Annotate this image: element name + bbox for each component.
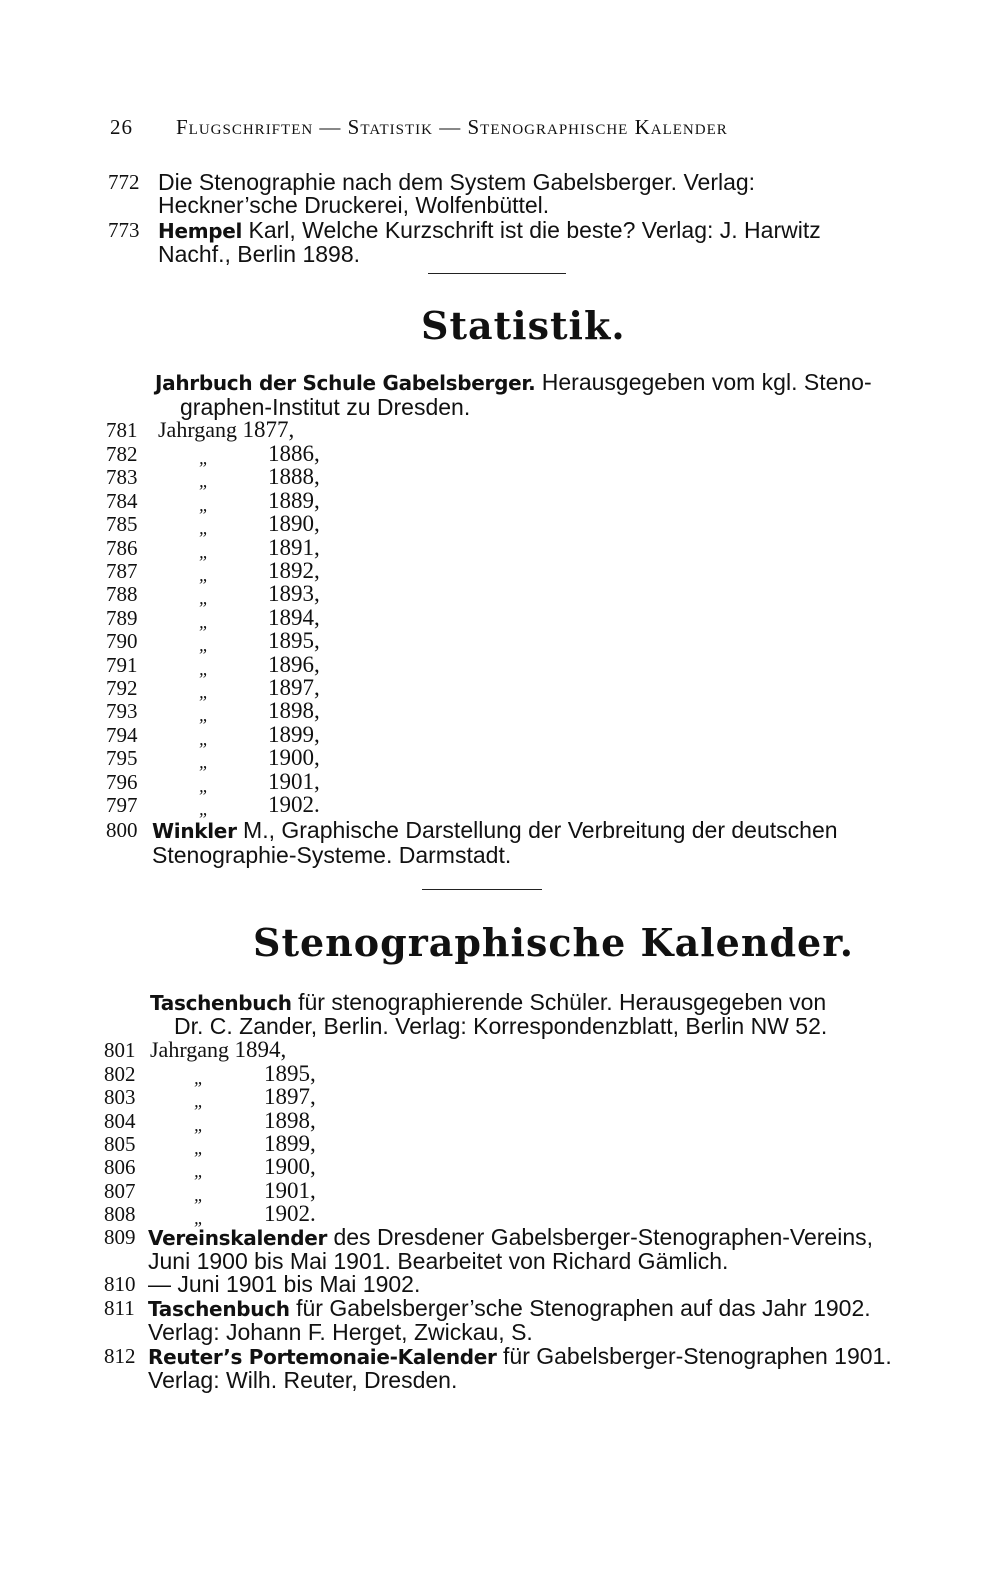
ditto-mark: „ <box>199 541 210 562</box>
entry-text: — Juni 1901 bis Mai 1902. <box>148 1271 421 1297</box>
section-intro-line2: graphen-Institut zu Dresden. <box>180 394 471 420</box>
entry-text: Jahrgang 1894, <box>150 1037 287 1062</box>
ditto-mark: „ <box>194 1068 205 1088</box>
entry-number: 804 <box>104 1108 136 1133</box>
section-title-statistik: Statistik. <box>421 303 626 348</box>
entry-number: 805 <box>104 1131 136 1156</box>
year-value: 1901, <box>264 1177 316 1203</box>
entry-number: 797 <box>106 793 138 817</box>
entry-number: 789 <box>106 605 138 630</box>
ditto-mark: „ <box>199 658 210 679</box>
entry-text: Hempel Karl, Welche Kurzschrift ist die beste? Verlag: J. Harwitz <box>158 217 821 243</box>
ditto-mark: „ <box>199 588 210 609</box>
year-value: 1891, <box>268 534 320 560</box>
entry-number: 783 <box>106 465 138 490</box>
entry-number: 781 <box>106 418 138 442</box>
entry-text: Juni 1900 bis Mai 1901. Bearbeitet von Richard Gämlich. <box>148 1248 729 1274</box>
year-value: 1899, <box>264 1130 316 1156</box>
section-divider <box>428 273 566 274</box>
ditto-mark: „ <box>199 705 210 726</box>
entry-number: 787 <box>106 559 138 583</box>
ditto-mark: „ <box>194 1184 205 1205</box>
intro-bold: Taschenbuch <box>150 991 292 1015</box>
entry-author: Reuter’s Portemonaie-Kalender <box>148 1345 497 1369</box>
ditto-mark: „ <box>199 775 210 796</box>
entry-text: Verlag: Johann F. Herget, Zwickau, S. <box>148 1319 533 1345</box>
entry-number: 808 <box>104 1201 136 1226</box>
entry-text: Jahrgang 1877, <box>158 417 295 442</box>
year-value: 1900, <box>264 1154 316 1180</box>
year-value: 1901, <box>268 768 320 794</box>
section-intro: Jahrbuch der Schule Gabelsberger. Herausgegeben vom kgl. Steno- <box>155 369 872 395</box>
year-value: 1894, <box>268 604 320 630</box>
section-divider <box>422 889 542 890</box>
ditto-mark: „ <box>199 635 210 656</box>
year-value: 1899, <box>268 721 320 747</box>
entry-text: Die Stenographie nach dem System Gabelsberger. Verlag: <box>158 169 756 195</box>
entry-number: 788 <box>106 582 138 607</box>
entry-number: 801 <box>104 1038 136 1062</box>
entry-number: 785 <box>106 512 138 537</box>
year-value: 1902. <box>264 1200 316 1226</box>
year-value: 1900, <box>268 745 320 771</box>
entry-text: Nachf., Berlin 1898. <box>158 241 361 267</box>
entry-text: Stenographie-Systeme. Darmstadt. <box>152 842 512 868</box>
entry-author: Winkler <box>152 819 237 843</box>
entry-text: Taschenbuch für Gabelsberger’sche Stenographen auf das Jahr 1902. <box>148 1295 871 1321</box>
year-value: 1902. <box>268 792 320 817</box>
ditto-mark: „ <box>199 611 210 632</box>
year-value: 1896, <box>268 651 320 677</box>
year-value: 1898, <box>268 698 320 724</box>
ditto-mark: „ <box>199 471 210 492</box>
year-value: 1897, <box>268 675 320 700</box>
year-value: 1886, <box>268 441 320 466</box>
year-value: 1897, <box>264 1084 316 1110</box>
ditto-mark: „ <box>194 1161 205 1182</box>
entry-text: Winkler M., Graphische Darstellung der Verbreitung der deutschen <box>152 817 838 843</box>
entry-number: 791 <box>106 652 138 677</box>
entry-number: 803 <box>104 1085 136 1110</box>
entry-number: 796 <box>106 769 138 794</box>
ditto-mark: „ <box>199 799 210 819</box>
ditto-mark: „ <box>194 1137 205 1158</box>
entry-number: 811 <box>104 1296 135 1320</box>
section-intro-line2: Dr. C. Zander, Berlin. Verlag: Korrespondenzblatt, Berlin NW 52. <box>174 1013 828 1039</box>
entry-author: Hempel <box>158 219 243 243</box>
entry-text: Heckner’sche Druckerei, Wolfenbüttel. <box>158 192 550 218</box>
entry-number: 782 <box>106 442 138 466</box>
entry-text: Reuter’s Portemonaie-Kalender für Gabelsberger-Stenographen 1901. <box>148 1343 892 1369</box>
entry-number: 810 <box>104 1272 136 1296</box>
year-value: 1895, <box>264 1061 316 1086</box>
section-intro: Taschenbuch für stenographierende Schüler. Herausgegeben von <box>150 989 827 1015</box>
year-value: 1895, <box>268 628 320 654</box>
running-title: Flugschriften — Statistik — Stenographische Kalender <box>176 115 728 139</box>
ditto-mark: „ <box>199 448 210 468</box>
entry-number: 790 <box>106 629 138 654</box>
intro-bold: Jahrbuch der Schule Gabelsberger. <box>155 371 536 395</box>
ditto-mark: „ <box>194 1114 205 1135</box>
ditto-mark: „ <box>199 752 210 773</box>
entry-text: Verlag: Wilh. Reuter, Dresden. <box>148 1367 458 1393</box>
ditto-mark: „ <box>194 1207 205 1228</box>
entry-number: 800 <box>106 818 138 842</box>
ditto-mark: „ <box>199 728 210 749</box>
year-value: 1892, <box>268 558 320 583</box>
page-number: 26 <box>110 115 133 139</box>
year-value: 1898, <box>264 1107 316 1133</box>
entry-number: 812 <box>104 1344 136 1368</box>
year-value: 1889, <box>268 487 320 513</box>
entry-number: 806 <box>104 1155 136 1180</box>
ditto-mark: „ <box>199 494 210 515</box>
section-title-kalender: Stenographische Kalender. <box>253 920 854 965</box>
entry-number: 784 <box>106 488 138 513</box>
ditto-mark: „ <box>199 565 210 585</box>
entry-number: 795 <box>106 746 138 771</box>
entry-number: 792 <box>106 676 138 700</box>
entry-number: 802 <box>104 1062 136 1086</box>
entry-text: Vereinskalender des Dresdener Gabelsberger-Stenographen-Vereins, <box>148 1224 874 1250</box>
year-value: 1893, <box>268 581 320 607</box>
entry-number: 794 <box>106 722 138 747</box>
entry-author: Vereinskalender <box>148 1226 328 1250</box>
entry-number: 773 <box>108 218 140 242</box>
ditto-mark: „ <box>199 682 210 702</box>
entry-number: 786 <box>106 535 138 560</box>
year-value: 1890, <box>268 511 320 537</box>
entry-number: 793 <box>106 699 138 724</box>
ditto-mark: „ <box>194 1091 205 1112</box>
entry-number: 807 <box>104 1178 136 1203</box>
year-value: 1888, <box>268 464 320 490</box>
entry-number: 809 <box>104 1225 136 1249</box>
ditto-mark: „ <box>199 518 210 539</box>
entry-author: Taschenbuch <box>148 1297 290 1321</box>
entry-number: 772 <box>108 170 140 194</box>
